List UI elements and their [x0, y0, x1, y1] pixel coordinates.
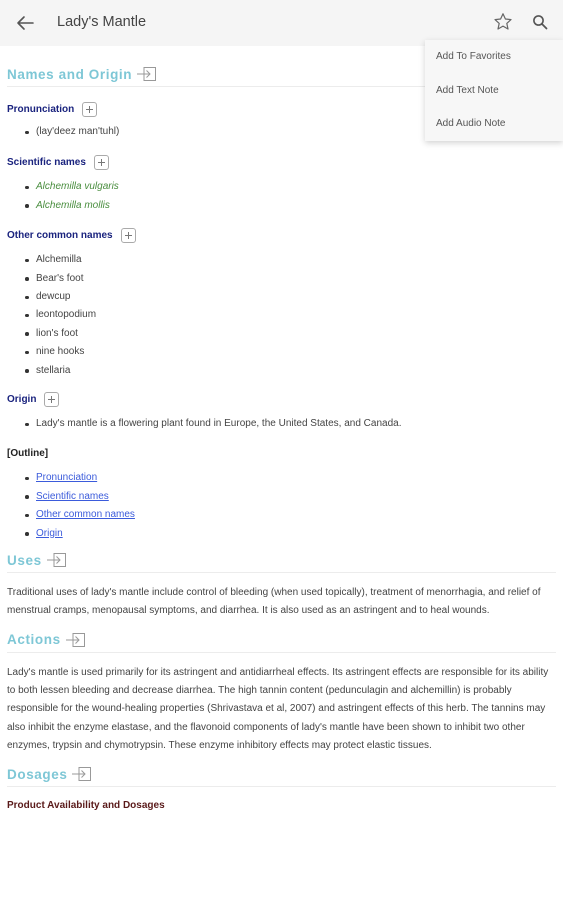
section-header-actions[interactable]	[7, 632, 556, 653]
scientific-names-subheading	[7, 155, 563, 170]
back-arrow-icon[interactable]	[14, 13, 36, 33]
section-title: Uses	[7, 552, 42, 568]
scientific-names-list	[24, 178, 563, 215]
expand-plus-icon[interactable]	[44, 392, 59, 407]
list-item: stellaria	[24, 362, 563, 380]
jump-to-section-icon[interactable]	[46, 552, 68, 568]
monograph-content[interactable]	[0, 46, 563, 900]
outline-link-scientific-names[interactable]: Scientific names	[24, 488, 563, 506]
list-item: (lay'deez man'tuhl)	[24, 123, 563, 141]
jump-to-section-icon[interactable]	[65, 632, 87, 648]
search-icon[interactable]	[531, 13, 549, 31]
section-title: Actions	[7, 632, 61, 648]
page-title: Lady's Mantle	[57, 14, 147, 30]
section-header-dosages[interactable]	[7, 766, 556, 787]
overflow-menu	[425, 40, 563, 141]
star-icon[interactable]	[493, 12, 513, 32]
subheading-label: Product Availability and Dosages	[7, 800, 165, 812]
subheading-label: Other common names	[7, 230, 113, 242]
uses-paragraph: Traditional uses of lady's mantle include control of bleeding (when used topically), treatment of menorrhagia, and relief of menstrual cramps, menopausal symptoms, and diarrhea. It is also used as an astringent and to heal wounds.	[7, 587, 541, 617]
section-header-uses[interactable]	[7, 552, 556, 573]
expand-plus-icon[interactable]	[121, 228, 136, 243]
list-item: Bear's foot	[24, 270, 563, 288]
list-item: Alchemilla	[24, 251, 563, 269]
menu-item-add-text-note[interactable]: Add Text Note	[436, 85, 499, 96]
expand-plus-icon[interactable]	[94, 155, 109, 170]
list-item: nine hooks	[24, 343, 563, 361]
list-item: Lady's mantle is a flowering plant found in Europe, the United States, and Canada.	[24, 415, 563, 433]
list-item: leontopodium	[24, 306, 563, 324]
product-availability-subheading	[7, 800, 563, 811]
list-item: dewcup	[24, 288, 563, 306]
outline-links	[24, 469, 563, 543]
outline-link-other-common-names[interactable]: Other common names	[24, 506, 563, 524]
actions-paragraph: Lady's mantle is used primarily for its astringent and antidiarrheal effects. Its astringent effects are responsible for its ability to both lessen bleeding and decrease diarrhea. The high tannin content (pedunculagin and alchemillin) is probably responsible for the wound-healing properties (Shrivastava et al, 2007) and astringent effects of this herb. The tannins may also inhibit the enzyme elastase, and the flavonoid components of lady's mantle have been shown to inhibit two other enzymes, trypsin and chymotrypsin. These enzyme inhibitory effects may protect elastic tissues.	[7, 666, 549, 751]
list-item: Alchemilla mollis	[24, 197, 563, 215]
jump-to-section-icon[interactable]	[71, 766, 93, 782]
origin-list	[24, 415, 563, 433]
subheading-label: Origin	[7, 394, 37, 406]
origin-subheading	[7, 392, 563, 407]
subheading-label: Pronunciation	[7, 104, 75, 115]
outline-link-origin[interactable]: Origin	[24, 525, 563, 543]
subheading-label: Scientific names	[7, 157, 86, 169]
outline-link-pronunciation[interactable]: Pronunciation	[24, 469, 563, 487]
section-title: Names and Origin	[7, 66, 133, 82]
menu-item-add-to-favorites[interactable]: Add To Favorites	[436, 51, 511, 62]
other-common-names-subheading	[7, 228, 563, 243]
expand-plus-icon[interactable]	[82, 102, 97, 117]
common-names-list	[24, 251, 563, 380]
menu-item-add-audio-note[interactable]: Add Audio Note	[436, 118, 506, 129]
list-item: Alchemilla vulgaris	[24, 178, 563, 196]
list-item: lion's foot	[24, 325, 563, 343]
jump-to-section-icon[interactable]	[136, 66, 158, 82]
section-title: Dosages	[7, 766, 68, 782]
outline-label: [Outline]	[7, 448, 49, 460]
